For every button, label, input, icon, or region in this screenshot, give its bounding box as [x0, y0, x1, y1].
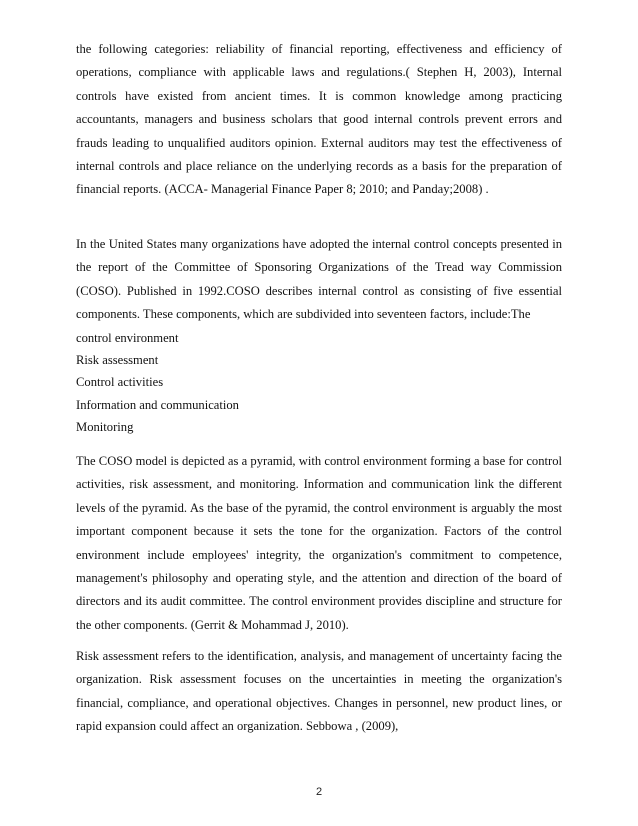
page-number: 2: [315, 786, 323, 798]
paragraph-text: Risk assessment refers to the identification, analysis, and management of uncertainty facing the organization. Risk assessment focuses on the uncertainties in meeting the organization's financial, compliance, and operational objectives. Changes in personnel, new product lines, or rapid expansion could affect an organization. Sebbowa , (2009),: [76, 649, 562, 734]
paragraph-text: the following categories: reliability of financial reporting, effectiveness and efficiency of operations, compliance with applicable laws and regulations.( Stephen H, 2003), Internal controls have existed from ancient times. It is common knowledge among practicing accountants, managers and business scholars that good internal controls prevent errors and frauds leading to unqualified auditors opinion. External auditors may test the effectiveness of internal controls and place reliance on the underlying records as a basis for the preparation of financial reports. (ACCA- Managerial Finance Paper 8; 2010; and Panday;2008) .: [76, 42, 562, 197]
list-item: Monitoring: [76, 420, 134, 435]
paragraph-text: The COSO model is depicted as a pyramid, with control environment forming a base for control activities, risk assessment, and monitoring. Information and communication link the different levels of the pyramid. As the base of the pyramid, the control environment is arguably the most important component because it sets the tone for the organization. Factors of the control environment include employees' integrity, the organization's commitment to competence, management's philosophy and operating style, and the attention and direction of the board of directors and its audit committee. The control environment provides discipline and structure for the other components. (Gerrit & Mohammad J, 2010).: [76, 454, 562, 632]
paragraph-internal-controls: [76, 38, 562, 202]
component-list: [76, 327, 562, 439]
paragraph-coso-pyramid: [76, 450, 562, 637]
list-item: control environment: [76, 330, 179, 345]
list-item: Information and communication: [76, 397, 239, 412]
paragraph-text: In the United States many organizations have adopted the internal control concepts presented in the report of the Committee of Sponsoring Organizations of the Tread way Commission (COSO). Published in 1992.COSO describes internal control as consisting of five essential components. These components, which are subdivided into seventeen factors, include:The: [76, 237, 562, 322]
list-item: Control activities: [76, 375, 164, 390]
paragraph-risk-assessment: [76, 645, 562, 739]
paragraph-coso-components: [76, 233, 562, 439]
list-item: Risk assessment: [76, 353, 159, 368]
